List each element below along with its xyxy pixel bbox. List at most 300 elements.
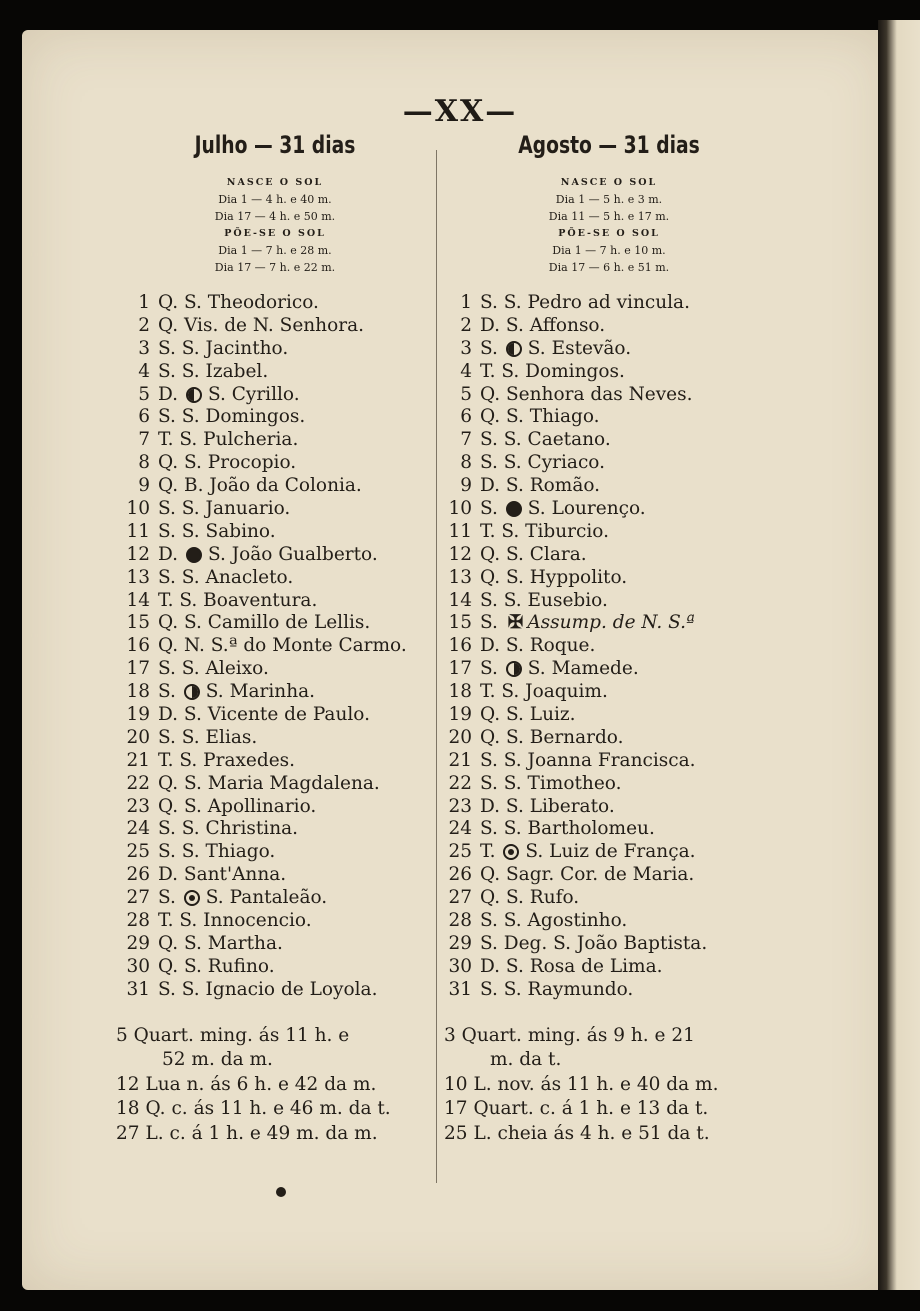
day-row — [116, 841, 434, 864]
saint-name: T. S. Domingos. — [480, 360, 625, 382]
day-entry — [158, 452, 296, 475]
day-list — [116, 292, 434, 1002]
saint-name: S. S. Izabel. — [158, 360, 269, 382]
day-row — [116, 429, 434, 452]
day-number: 3 — [460, 337, 472, 359]
day-row — [116, 452, 434, 475]
day-row — [444, 910, 774, 933]
saint-name: Assump. de N. S.ª — [527, 612, 695, 634]
saint-name: D. S. Vicente de Paulo. — [158, 704, 370, 726]
saint-name: S. S. Sabino. — [158, 520, 276, 542]
moon-full-icon — [184, 890, 200, 906]
day-row — [444, 841, 774, 864]
day-number: 5 — [460, 383, 472, 405]
day-row — [116, 612, 434, 635]
day-number: 14 — [126, 589, 150, 611]
day-number: 5 — [138, 383, 150, 405]
saint-name: S. Deg. S. João Baptista. — [480, 932, 708, 954]
day-entry — [158, 681, 315, 704]
day-entry — [158, 750, 295, 773]
moon-phase-note — [116, 1024, 434, 1049]
month-title: Julho — 31 dias — [194, 131, 356, 159]
day-number: 15 — [126, 612, 150, 634]
saint-name: T. S. Joaquim. — [480, 681, 608, 703]
day-entry — [158, 590, 317, 613]
day-entry — [480, 750, 696, 773]
day-number: 6 — [138, 406, 150, 428]
saint-name: S. Marinha. — [205, 681, 316, 703]
moon-new-icon — [506, 501, 522, 517]
saint-name: D. Sant'Anna. — [158, 864, 287, 886]
day-entry — [480, 841, 696, 864]
day-number: 19 — [126, 704, 150, 726]
day-number: 30 — [126, 955, 150, 977]
day-entry — [480, 452, 605, 475]
saint-name: Q. S. Luiz. — [480, 704, 576, 726]
day-row — [444, 338, 774, 361]
saint-name: Q. S. Hyppolito. — [480, 566, 628, 588]
day-row — [116, 635, 434, 658]
day-entry — [158, 979, 377, 1002]
day-number: 21 — [126, 749, 150, 771]
day-number: 17 — [448, 658, 472, 680]
day-entry — [480, 704, 576, 727]
saint-name: S. S. Christina. — [158, 818, 299, 840]
saint-name: S. S. Joanna Francisca. — [480, 749, 696, 771]
day-row — [116, 384, 434, 407]
day-number: 15 — [448, 612, 472, 634]
day-number: 14 — [448, 589, 472, 611]
saint-name: S. S. Timotheo. — [480, 772, 622, 794]
day-list — [444, 292, 774, 1002]
saint-name: S. S. Eusebio. — [480, 589, 608, 611]
page-number: —XX— — [402, 94, 518, 129]
saint-name: Q. S. Apollinario. — [158, 795, 317, 817]
day-number: 28 — [126, 910, 150, 932]
weekday-letter: S. — [480, 498, 498, 520]
moon-new-icon — [186, 547, 202, 563]
phase-text: L. cheia ás 4 h. e 51 da t. — [473, 1122, 710, 1144]
day-row — [116, 956, 434, 979]
day-row — [116, 681, 434, 704]
day-number: 3 — [138, 337, 150, 359]
day-number: 26 — [448, 864, 472, 886]
day-entry — [480, 612, 695, 635]
day-number: 31 — [126, 978, 150, 1000]
sunrise-row: Dia 17 — 4 h. e 50 m. — [214, 210, 336, 223]
day-row — [116, 475, 434, 498]
day-number: 26 — [126, 864, 150, 886]
moon-phase-note — [116, 1073, 434, 1098]
saint-name: T. S. Tiburcio. — [480, 520, 609, 542]
day-entry — [158, 933, 283, 956]
saint-name: S. S. Raymundo. — [480, 978, 634, 1000]
day-entry — [158, 887, 327, 910]
sunset-heading: PÕE-SE O SOL — [558, 228, 660, 239]
saint-name: S. Pantaleão. — [205, 887, 328, 909]
day-entry — [158, 544, 378, 567]
day-entry — [480, 635, 595, 658]
sunrise-row: Dia 1 — 5 h. e 3 m. — [555, 193, 663, 206]
sun-table — [116, 174, 434, 276]
day-row — [444, 818, 774, 841]
day-number: 7 — [138, 429, 150, 451]
saint-name: Q. S. Rufino. — [158, 955, 275, 977]
weekday-letter: D. — [158, 543, 179, 565]
day-entry — [480, 727, 624, 750]
day-number: 29 — [126, 932, 150, 954]
weekday-letter: S. — [158, 887, 176, 909]
day-number: 31 — [448, 978, 472, 1000]
day-row — [444, 704, 774, 727]
saint-name: T. S. Praxedes. — [158, 749, 296, 771]
phase-day: 3 — [444, 1024, 456, 1046]
sunset-row: Dia 1 — 7 h. e 10 m. — [552, 244, 666, 257]
weekday-letter: S. — [480, 658, 498, 680]
moon-phase-note — [444, 1073, 774, 1098]
saint-name: T. S. Boaventura. — [158, 589, 318, 611]
day-number: 21 — [448, 749, 472, 771]
day-entry — [158, 956, 275, 979]
day-number: 1 — [460, 292, 472, 313]
phase-text: Q. c. ás 11 h. e 46 m. da t. — [145, 1098, 391, 1120]
day-entry — [480, 498, 646, 521]
day-number: 18 — [126, 681, 150, 703]
day-entry — [158, 429, 298, 452]
saint-name: S. S. Elias. — [158, 726, 258, 748]
day-row — [444, 681, 774, 704]
day-entry — [480, 864, 694, 887]
day-number: 17 — [126, 658, 150, 680]
day-row — [116, 887, 434, 910]
day-entry — [480, 361, 625, 384]
day-number: 13 — [448, 566, 472, 588]
day-number: 8 — [138, 452, 150, 474]
day-entry — [480, 658, 639, 681]
day-number: 24 — [448, 818, 472, 840]
day-entry — [480, 933, 707, 956]
day-row — [444, 361, 774, 384]
phase-text: Quart. c. á 1 h. e 13 da t. — [473, 1098, 709, 1120]
moon-phase-notes — [444, 1024, 774, 1147]
day-row — [116, 521, 434, 544]
day-entry — [480, 429, 611, 452]
day-row — [444, 406, 774, 429]
saint-name: Q. S. Thiago. — [480, 406, 600, 428]
day-entry — [158, 338, 288, 361]
sunset-heading: PÕE-SE O SOL — [224, 228, 326, 239]
saint-name: Q. S. Maria Magdalena. — [158, 772, 380, 794]
day-number: 30 — [448, 955, 472, 977]
day-entry — [480, 384, 693, 407]
day-row — [444, 292, 774, 315]
day-number: 9 — [460, 475, 472, 497]
day-entry — [480, 979, 633, 1002]
weekday-letter: S. — [480, 337, 498, 359]
phase-day: 27 — [116, 1122, 140, 1144]
day-row — [116, 704, 434, 727]
day-entry — [480, 338, 631, 361]
saint-name: S. S. Aleixo. — [158, 658, 269, 680]
day-number: 23 — [448, 795, 472, 817]
sunset-row: Dia 1 — 7 h. e 28 m. — [218, 244, 332, 257]
day-row — [444, 429, 774, 452]
day-number: 18 — [448, 681, 472, 703]
phase-text-continued: 52 m. da m. — [162, 1049, 273, 1071]
saint-name: S. Mamede. — [527, 658, 639, 680]
day-number: 27 — [126, 887, 150, 909]
day-entry — [480, 773, 621, 796]
day-number: 9 — [138, 475, 150, 497]
saint-name: Q. Senhora das Neves. — [480, 383, 693, 405]
day-number: 20 — [448, 726, 472, 748]
day-row — [444, 384, 774, 407]
phase-day: 5 — [116, 1024, 128, 1046]
phase-text: L. nov. ás 11 h. e 40 da m. — [473, 1073, 719, 1095]
moon-phase-note — [444, 1097, 774, 1122]
day-entry — [158, 475, 362, 498]
day-row — [444, 635, 774, 658]
day-row — [444, 475, 774, 498]
day-entry — [158, 796, 316, 819]
saint-name: S. Estevão. — [527, 337, 632, 359]
weekday-letter: S. — [158, 681, 176, 703]
day-row — [444, 452, 774, 475]
day-number: 13 — [126, 566, 150, 588]
cross-icon: ✠ — [507, 612, 524, 634]
saint-name: D. S. Romão. — [480, 475, 601, 497]
sunrise-row: Dia 11 — 5 h. e 17 m. — [548, 210, 670, 223]
moon-phase-notes — [116, 1024, 434, 1147]
day-entry — [480, 475, 600, 498]
day-entry — [158, 910, 312, 933]
day-number: 20 — [126, 726, 150, 748]
day-entry — [480, 406, 600, 429]
saint-name: S. Luiz de França. — [525, 841, 696, 863]
day-number: 1 — [138, 292, 150, 313]
day-entry — [480, 910, 627, 933]
moon-first-icon — [506, 661, 522, 677]
weekday-letter: S. — [480, 612, 498, 634]
day-number: 28 — [448, 910, 472, 932]
day-number: 12 — [448, 543, 472, 565]
saint-name: S. S. Caetano. — [480, 429, 611, 451]
moon-first-icon — [184, 684, 200, 700]
saint-name: Q. S. Martha. — [158, 932, 283, 954]
sunset-row: Dia 17 — 6 h. e 51 m. — [548, 261, 670, 274]
day-entry — [480, 567, 627, 590]
next-page-edge — [878, 20, 920, 1290]
saint-name: T. S. Innocencio. — [158, 910, 312, 932]
saint-name: S. João Gualberto. — [207, 543, 378, 565]
day-entry — [480, 544, 587, 567]
day-entry — [480, 796, 615, 819]
sunset-row: Dia 17 — 7 h. e 22 m. — [214, 261, 336, 274]
saint-name: S. S. Ignacio de Loyola. — [158, 978, 378, 1000]
day-entry — [158, 498, 290, 521]
bullet-mark — [276, 1187, 286, 1197]
phase-day: 12 — [116, 1073, 140, 1095]
day-entry — [158, 841, 275, 864]
day-entry — [480, 521, 609, 544]
day-row — [116, 567, 434, 590]
weekday-letter: T. — [480, 841, 496, 863]
column-divider — [436, 150, 437, 1183]
day-row — [444, 864, 774, 887]
saint-name: D. S. Roque. — [480, 635, 596, 657]
saint-name: Q. S. Procopio. — [158, 452, 297, 474]
day-number: 6 — [460, 406, 472, 428]
day-entry — [158, 635, 407, 658]
day-number: 27 — [448, 887, 472, 909]
day-number: 11 — [126, 520, 150, 542]
sun-table — [444, 174, 774, 276]
day-entry — [158, 521, 276, 544]
day-number: 25 — [126, 841, 150, 863]
day-row — [444, 887, 774, 910]
month-title: Agosto — 31 dias — [518, 131, 700, 159]
saint-name: S. Cyrillo. — [207, 383, 300, 405]
day-number: 29 — [448, 932, 472, 954]
phase-text: L. c. á 1 h. e 49 m. da m. — [145, 1122, 378, 1144]
weekday-letter: D. — [158, 383, 179, 405]
day-row — [116, 979, 434, 1002]
day-number: 16 — [126, 635, 150, 657]
sunrise-heading: NASCE O SOL — [560, 177, 658, 188]
saint-name: S. S. Agostinho. — [480, 910, 628, 932]
day-row — [116, 727, 434, 750]
day-entry — [480, 315, 605, 338]
day-row — [444, 315, 774, 338]
day-row — [116, 864, 434, 887]
day-row — [116, 658, 434, 681]
saint-name: Q. S. Rufo. — [480, 887, 580, 909]
day-number: 2 — [138, 314, 150, 336]
day-number: 2 — [460, 314, 472, 336]
day-entry — [480, 292, 690, 315]
day-row — [444, 567, 774, 590]
saint-name: Q. S. Camillo de Lellis. — [158, 612, 371, 634]
moon-phase-note — [444, 1122, 774, 1147]
day-entry — [158, 612, 370, 635]
day-entry — [158, 567, 293, 590]
day-row — [444, 727, 774, 750]
day-row — [116, 590, 434, 613]
saint-name: Q. N. S.ª do Monte Carmo. — [158, 635, 407, 657]
saint-name: S. S. Pedro ad vincula. — [480, 292, 690, 313]
day-row — [444, 796, 774, 819]
day-row — [116, 933, 434, 956]
saint-name: D. S. Affonso. — [480, 314, 606, 336]
day-number: 4 — [138, 360, 150, 382]
saint-name: S. S. Thiago. — [158, 841, 276, 863]
saint-name: S. S. Cyriaco. — [480, 452, 606, 474]
day-number: 12 — [126, 543, 150, 565]
day-number: 16 — [448, 635, 472, 657]
day-entry — [158, 361, 268, 384]
day-entry — [158, 658, 269, 681]
phase-day: 25 — [444, 1122, 468, 1144]
day-row — [444, 498, 774, 521]
phase-day: 17 — [444, 1098, 468, 1120]
day-row — [116, 773, 434, 796]
saint-name: T. S. Pulcheria. — [158, 429, 299, 451]
day-number: 23 — [126, 795, 150, 817]
moon-full-icon — [503, 844, 519, 860]
day-number: 22 — [448, 772, 472, 794]
moon-phase-note — [444, 1024, 774, 1049]
saint-name: Q. Vis. de N. Senhora. — [158, 314, 364, 336]
day-number: 11 — [448, 520, 472, 542]
day-number: 19 — [448, 704, 472, 726]
day-row — [116, 818, 434, 841]
day-number: 10 — [448, 498, 472, 520]
day-row — [116, 750, 434, 773]
day-entry — [480, 681, 608, 704]
saint-name: S. S. Jacintho. — [158, 337, 289, 359]
day-entry — [158, 864, 286, 887]
saint-name: S. S. Bartholomeu. — [480, 818, 655, 840]
day-row — [116, 796, 434, 819]
day-row — [444, 521, 774, 544]
saint-name: D. S. Liberato. — [480, 795, 615, 817]
day-row — [116, 361, 434, 384]
day-row — [116, 315, 434, 338]
phase-text-continued: m. da t. — [490, 1049, 562, 1071]
day-entry — [480, 590, 608, 613]
day-number: 22 — [126, 772, 150, 794]
day-row — [444, 658, 774, 681]
saint-name: Q. S. Theodorico. — [158, 292, 319, 313]
phase-day: 10 — [444, 1073, 468, 1095]
day-row — [116, 498, 434, 521]
day-entry — [158, 315, 364, 338]
day-entry — [158, 704, 370, 727]
saint-name: Q. Sagr. Cor. de Maria. — [480, 864, 695, 886]
day-row — [444, 956, 774, 979]
day-number: 24 — [126, 818, 150, 840]
phase-text: Quart. ming. ás 9 h. e 21 — [461, 1024, 695, 1046]
day-number: 7 — [460, 429, 472, 451]
day-entry — [158, 406, 305, 429]
day-entry — [158, 773, 380, 796]
day-row — [444, 750, 774, 773]
day-row — [444, 590, 774, 613]
day-entry — [480, 887, 579, 910]
moon-phase-note — [116, 1097, 434, 1122]
day-row — [116, 338, 434, 361]
saint-name: S. S. Januario. — [158, 498, 291, 520]
saint-name: Q. S. Clara. — [480, 543, 587, 565]
day-entry — [158, 727, 257, 750]
phase-text: Lua n. ás 6 h. e 42 da m. — [145, 1073, 377, 1095]
day-entry — [480, 818, 655, 841]
moon-last-icon — [186, 387, 202, 403]
saint-name: S. S. Domingos. — [158, 406, 306, 428]
august-column — [444, 128, 774, 1146]
sunrise-heading: NASCE O SOL — [226, 177, 324, 188]
day-row — [116, 544, 434, 567]
day-number: 8 — [460, 452, 472, 474]
saint-name: Q. S. Bernardo. — [480, 726, 624, 748]
day-entry — [158, 384, 300, 407]
day-row — [116, 292, 434, 315]
phase-text: Quart. ming. ás 11 h. e — [133, 1024, 350, 1046]
day-row — [116, 406, 434, 429]
day-entry — [158, 292, 319, 315]
moon-last-icon — [506, 341, 522, 357]
day-row — [444, 612, 774, 635]
